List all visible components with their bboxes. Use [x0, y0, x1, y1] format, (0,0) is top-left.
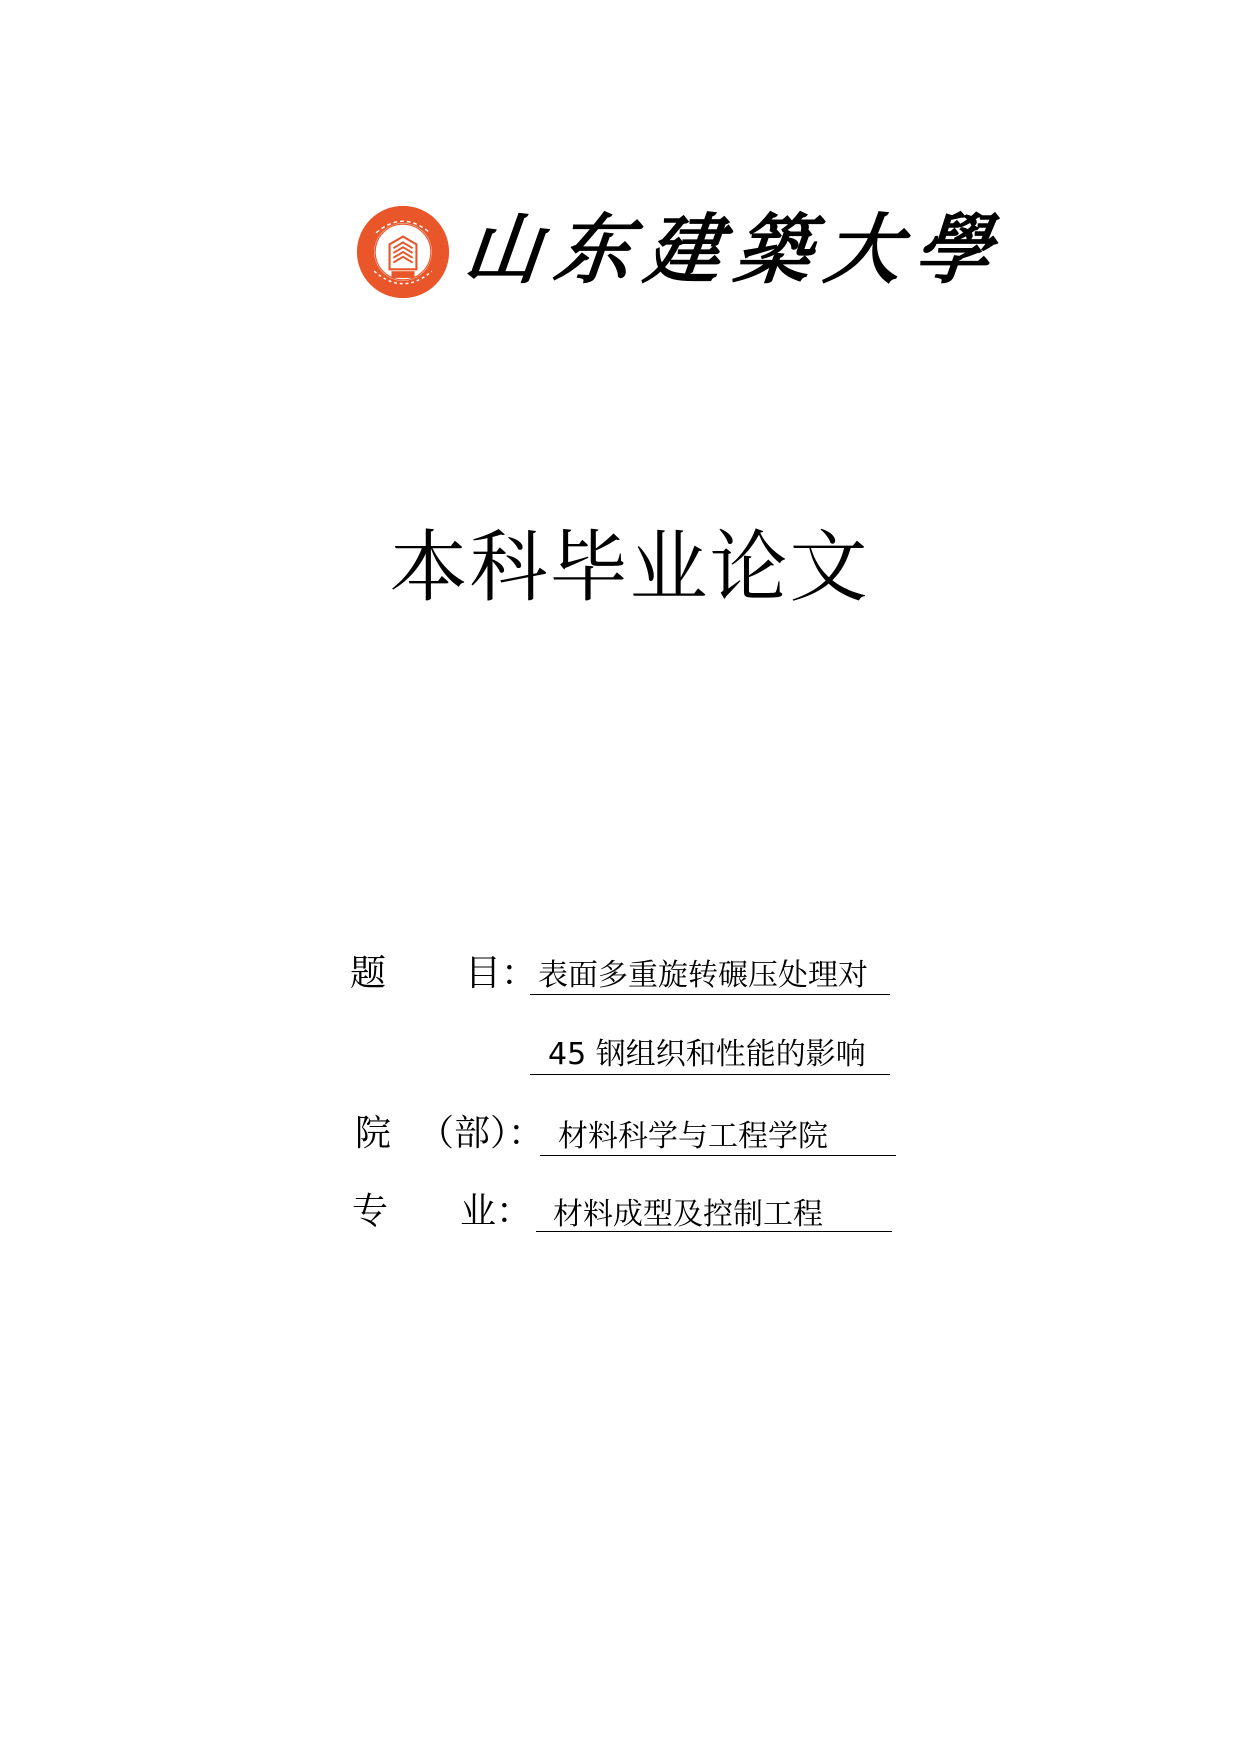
topic-value-line-1: 表面多重旋转碾压处理对 [538, 958, 868, 993]
topic-value-line-2: 45 钢组织和性能的影响 [548, 1037, 866, 1072]
dept-label-char-1: 院 [355, 1113, 392, 1154]
university-name: 山东建築大學 [460, 205, 1010, 294]
dept-underline [540, 1155, 896, 1156]
topic-underline-1 [530, 994, 890, 995]
university-header [355, 196, 1010, 302]
topic-label-char-2: 目： [465, 953, 538, 994]
university-seal-icon [355, 204, 451, 300]
major-value: 材料成型及控制工程 [553, 1197, 823, 1232]
topic-underline-2 [530, 1074, 890, 1075]
major-label-char-2: 业： [460, 1191, 533, 1232]
major-label-char-1: 专 [352, 1191, 389, 1232]
dept-label-char-2: （部）： [418, 1113, 545, 1154]
topic-label-char-1: 题 [350, 953, 387, 994]
major-underline [536, 1231, 892, 1232]
dept-value: 材料科学与工程学院 [558, 1119, 828, 1154]
document-title: 本科毕业论文 [389, 523, 870, 613]
